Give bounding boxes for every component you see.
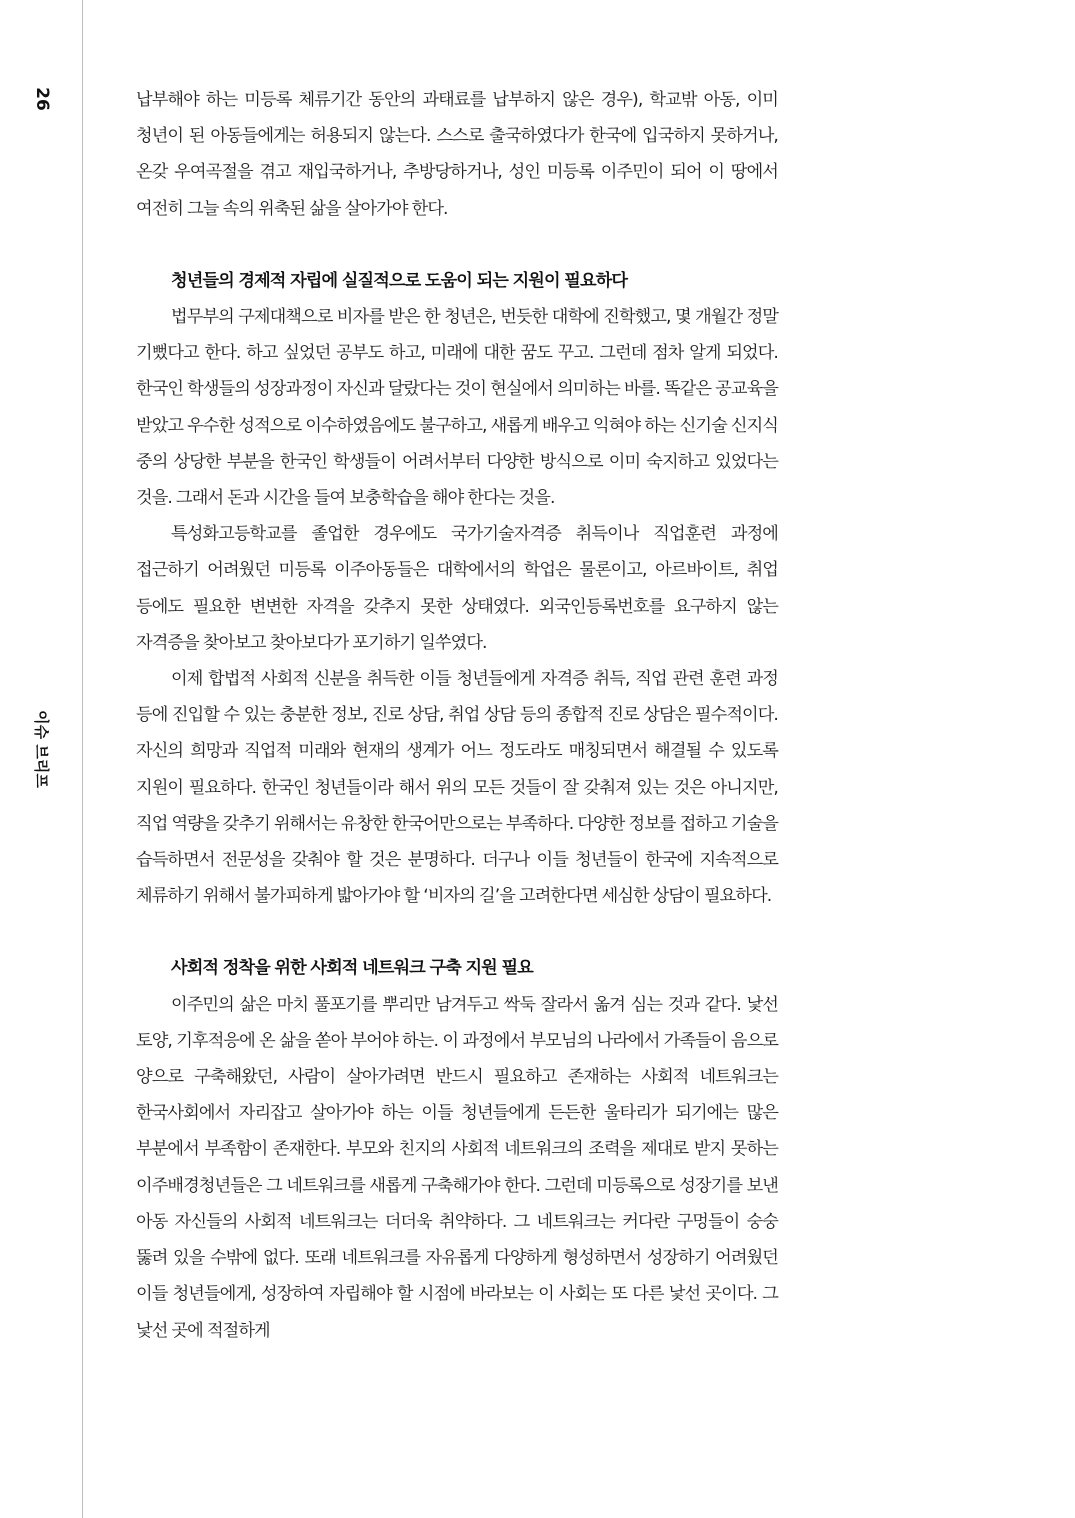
paragraph-social-network: 이주민의 삶은 마치 풀포기를 뿌리만 남겨두고 싹둑 잘라서 옮겨 심는 것과 같다. 낯선 토양, 기후적응에 온 삶을 쏟아 부어야 하는. 이 과정에서 부모님의 나라에서 가족들이 음으로 양으로 구축해왔던, 사람이 살아가려면 반드시 필요하고 존재하는 사회적 네트워크는 한국사회에서 자리잡고 살아가야 하는 이들 청년들에게 든든한 울타리가 되기에는 많은 부분에서 부족함이 존재한다. 부모와 친지의 사회적 네트워크의 조력을 제대로 받지 못하는 이주배경청년들은 그 네트워크를 새롭게 구축해가야 한다. 그런데 미등록으로 성장기를 보낸 아동 자신들의 사회적 네트워크는 더더욱 취약하다. 그 네트워크는 커다란 구멍들이 숭숭 뚫려 있을 수밖에 없다. 또래 네트워크를 자유롭게 다양하게 형성하면서 성장하기 어려웠던 이들 청년들에게, 성장하여 자립해야 할 시점에 바라보는 이 사회는 또 다른 낯선 곳이다. 그 낯선 곳에 적절하게 [136, 994, 778, 1341]
paragraph-continuation: 납부해야 하는 미등록 체류기간 동안의 과태료를 납부하지 않은 경우), 학교밖 아동, 이미 청년이 된 아동들에게는 허용되지 않는다. 스스로 출국하였다가 한국에 입국하지 못하거나, 온갖 우여곡절을 겪고 재입국하거나, 추방당하거나, 성인 미등록 이주민이 되어 이 땅에서 여전히 그늘 속의 위축된 삶을 살아가야 한다. [136, 90, 778, 219]
section-label: 이슈 브리프 [32, 710, 51, 788]
page-number: 26 [32, 87, 52, 111]
margin-divider-line [82, 0, 83, 1518]
paragraph-qualifications: 특성화고등학교를 졸업한 경우에도 국가기술자격증 취득이나 직업훈련 과정에 접근하기 어려웠던 미등록 이주아동들은 대학에서의 학업은 물론이고, 아르바이트, 취업 등에도 필요한 변변한 자격을 갖추지 못한 상태였다. 외국인등록번호를 요구하지 않는 자격증을 찾아보고 찾아보다가 포기하기 일쑤였다. [136, 524, 778, 653]
section-heading-economic-independence: 청년들의 경제적 자립에 실질적으로 도움이 되는 지원이 필요하다 [171, 270, 628, 291]
section-heading-social-network: 사회적 정착을 위한 사회적 네트워크 구축 지원 필요 [171, 958, 533, 979]
article-body [136, 82, 778, 1349]
paragraph-career-counseling: 이제 합법적 사회적 신분을 취득한 이들 청년들에게 자격증 취득, 직업 관련 훈련 과정 등에 진입할 수 있는 충분한 정보, 진로 상담, 취업 상담 등의 종합적 진로 상담은 필수적이다. 자신의 희망과 직업적 미래와 현재의 생계가 어느 정도라도 매칭되면서 해결될 수 있도록 지원이 필요하다. 한국인 청년들이라 해서 위의 모든 것들이 잘 갖춰져 있는 것은 아니지만, 직업 역량을 갖추기 위해서는 유창한 한국어만으로는 부족하다. 다양한 정보를 접하고 기술을 습득하면서 전문성을 갖춰야 할 것은 분명하다. 더구나 이들 청년들이 한국에 지속적으로 체류하기 위해서 불가피하게 밟아가야 할 ‘비자의 길’을 고려한다면 세심한 상담이 필요하다. [136, 669, 778, 907]
paragraph-university-student: 법무부의 구제대책으로 비자를 받은 한 청년은, 번듯한 대학에 진학했고, 몇 개월간 정말 기뻤다고 한다. 하고 싶었던 공부도 하고, 미래에 대한 꿈도 꾸고. 그런데 점차 알게 되었다. 한국인 학생들의 성장과정이 자신과 달랐다는 것이 현실에서 의미하는 바를. 똑같은 공교육을 받았고 우수한 성적으로 이수하였음에도 불구하고, 새롭게 배우고 익혀야 하는 신기술 신지식 중의 상당한 부분을 한국인 학생들이 어려서부터 다양한 방식으로 이미 숙지하고 있었다는 것을. 그래서 돈과 시간을 들여 보충학습을 해야 한다는 것을. [136, 307, 778, 509]
